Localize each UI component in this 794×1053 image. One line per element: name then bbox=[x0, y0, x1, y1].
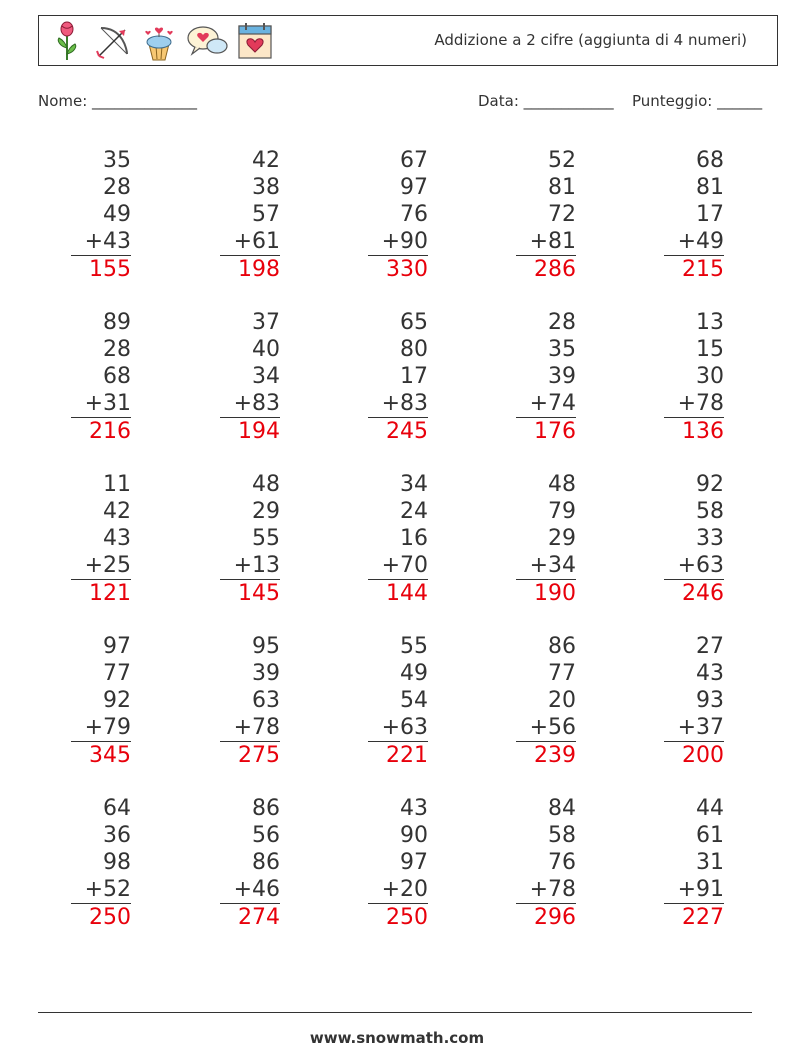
worksheet-title: Addizione a 2 cifre (aggiunta di 4 numeri) bbox=[434, 31, 747, 49]
speech-bubbles-heart-icon bbox=[185, 20, 229, 62]
addend: 11 bbox=[103, 472, 131, 497]
addend-with-plus: +90 bbox=[368, 228, 428, 256]
addend: 67 bbox=[400, 148, 428, 173]
addend: 97 bbox=[400, 850, 428, 875]
score-field-label: Punteggio: ______ bbox=[632, 92, 763, 110]
addend-with-plus: +43 bbox=[71, 228, 131, 256]
addend: 72 bbox=[548, 202, 576, 227]
answer: 286 bbox=[534, 257, 576, 282]
addend-with-plus: +81 bbox=[516, 228, 576, 256]
answer: 345 bbox=[89, 743, 131, 768]
addend: 92 bbox=[103, 688, 131, 713]
addend: 43 bbox=[400, 796, 428, 821]
addend: 52 bbox=[548, 148, 576, 173]
addend: 42 bbox=[103, 499, 131, 524]
answer: 145 bbox=[238, 581, 280, 606]
addend: 43 bbox=[696, 661, 724, 686]
addend-with-plus: +78 bbox=[664, 390, 724, 418]
answer: 227 bbox=[682, 905, 724, 930]
addition-problem bbox=[71, 309, 131, 445]
addend: 48 bbox=[548, 472, 576, 497]
addend: 16 bbox=[400, 526, 428, 551]
answer: 275 bbox=[238, 743, 280, 768]
addition-problem bbox=[516, 795, 576, 931]
addend: 63 bbox=[252, 688, 280, 713]
icon-strip bbox=[47, 19, 275, 63]
addition-problem bbox=[220, 471, 280, 607]
addend: 20 bbox=[548, 688, 576, 713]
addend: 31 bbox=[696, 850, 724, 875]
addend: 98 bbox=[103, 850, 131, 875]
addend-with-plus: +70 bbox=[368, 552, 428, 580]
addend: 43 bbox=[103, 526, 131, 551]
addition-problem bbox=[71, 471, 131, 607]
addend: 80 bbox=[400, 337, 428, 362]
addend-with-plus: +79 bbox=[71, 714, 131, 742]
addend: 49 bbox=[103, 202, 131, 227]
addend: 29 bbox=[548, 526, 576, 551]
addend-with-plus: +46 bbox=[220, 876, 280, 904]
answer: 296 bbox=[534, 905, 576, 930]
cupcake-hearts-icon bbox=[139, 20, 179, 62]
addition-problem bbox=[220, 309, 280, 445]
addition-problem bbox=[220, 633, 280, 769]
addend: 38 bbox=[252, 175, 280, 200]
addend: 77 bbox=[103, 661, 131, 686]
addend: 81 bbox=[548, 175, 576, 200]
rose-icon bbox=[47, 20, 87, 62]
addend: 97 bbox=[400, 175, 428, 200]
addition-problem bbox=[516, 633, 576, 769]
addend: 76 bbox=[548, 850, 576, 875]
addend: 97 bbox=[103, 634, 131, 659]
addend: 24 bbox=[400, 499, 428, 524]
addend-with-plus: +78 bbox=[220, 714, 280, 742]
addend: 68 bbox=[103, 364, 131, 389]
addition-problem bbox=[664, 309, 724, 445]
footer-divider bbox=[38, 1012, 752, 1013]
addend: 86 bbox=[548, 634, 576, 659]
addend: 79 bbox=[548, 499, 576, 524]
addition-problem bbox=[516, 147, 576, 283]
addend: 33 bbox=[696, 526, 724, 551]
addend: 95 bbox=[252, 634, 280, 659]
addend-with-plus: +52 bbox=[71, 876, 131, 904]
addend: 40 bbox=[252, 337, 280, 362]
addend-with-plus: +13 bbox=[220, 552, 280, 580]
answer: 194 bbox=[238, 419, 280, 444]
addend-with-plus: +74 bbox=[516, 390, 576, 418]
addend: 76 bbox=[400, 202, 428, 227]
addend: 77 bbox=[548, 661, 576, 686]
answer: 176 bbox=[534, 419, 576, 444]
addend-with-plus: +56 bbox=[516, 714, 576, 742]
answer: 250 bbox=[89, 905, 131, 930]
addition-problem bbox=[71, 147, 131, 283]
addend: 58 bbox=[696, 499, 724, 524]
addend: 34 bbox=[400, 472, 428, 497]
addend: 89 bbox=[103, 310, 131, 335]
addend-with-plus: +63 bbox=[368, 714, 428, 742]
addend-with-plus: +91 bbox=[664, 876, 724, 904]
addend: 36 bbox=[103, 823, 131, 848]
addend-with-plus: +83 bbox=[220, 390, 280, 418]
addend: 56 bbox=[252, 823, 280, 848]
addend: 13 bbox=[696, 310, 724, 335]
addition-problem bbox=[664, 795, 724, 931]
header-box bbox=[38, 15, 778, 66]
answer: 136 bbox=[682, 419, 724, 444]
answer: 250 bbox=[386, 905, 428, 930]
addend: 57 bbox=[252, 202, 280, 227]
addend-with-plus: +63 bbox=[664, 552, 724, 580]
addend-with-plus: +34 bbox=[516, 552, 576, 580]
addend: 28 bbox=[103, 337, 131, 362]
addend: 35 bbox=[548, 337, 576, 362]
addend: 58 bbox=[548, 823, 576, 848]
addend-with-plus: +61 bbox=[220, 228, 280, 256]
addend-with-plus: +20 bbox=[368, 876, 428, 904]
answer: 221 bbox=[386, 743, 428, 768]
addition-problem bbox=[368, 795, 428, 931]
addend: 92 bbox=[696, 472, 724, 497]
addend: 84 bbox=[548, 796, 576, 821]
date-field-label: Data: ____________ bbox=[478, 92, 614, 110]
answer: 198 bbox=[238, 257, 280, 282]
addition-problem bbox=[220, 795, 280, 931]
calendar-heart-icon bbox=[235, 20, 275, 62]
name-field-label: Nome: ______________ bbox=[38, 92, 198, 110]
addend: 86 bbox=[252, 796, 280, 821]
addend: 81 bbox=[696, 175, 724, 200]
answer: 215 bbox=[682, 257, 724, 282]
answer: 200 bbox=[682, 743, 724, 768]
addition-problem bbox=[664, 633, 724, 769]
addend: 65 bbox=[400, 310, 428, 335]
answer: 144 bbox=[386, 581, 428, 606]
answer: 245 bbox=[386, 419, 428, 444]
addend: 64 bbox=[103, 796, 131, 821]
answer: 274 bbox=[238, 905, 280, 930]
addend: 68 bbox=[696, 148, 724, 173]
addend-with-plus: +31 bbox=[71, 390, 131, 418]
addend: 42 bbox=[252, 148, 280, 173]
addend: 44 bbox=[696, 796, 724, 821]
addend: 90 bbox=[400, 823, 428, 848]
answer: 216 bbox=[89, 419, 131, 444]
bow-arrow-icon bbox=[93, 20, 133, 62]
addend: 55 bbox=[252, 526, 280, 551]
addition-problem bbox=[71, 633, 131, 769]
answer: 239 bbox=[534, 743, 576, 768]
addend: 86 bbox=[252, 850, 280, 875]
addend: 17 bbox=[696, 202, 724, 227]
addition-problem bbox=[220, 147, 280, 283]
addend-with-plus: +49 bbox=[664, 228, 724, 256]
addend: 17 bbox=[400, 364, 428, 389]
addend: 35 bbox=[103, 148, 131, 173]
addend: 34 bbox=[252, 364, 280, 389]
answer: 190 bbox=[534, 581, 576, 606]
addend: 61 bbox=[696, 823, 724, 848]
addend: 39 bbox=[548, 364, 576, 389]
addend: 29 bbox=[252, 499, 280, 524]
addend: 55 bbox=[400, 634, 428, 659]
addend-with-plus: +25 bbox=[71, 552, 131, 580]
addend: 30 bbox=[696, 364, 724, 389]
answer: 121 bbox=[89, 581, 131, 606]
answer: 330 bbox=[386, 257, 428, 282]
addend: 37 bbox=[252, 310, 280, 335]
addend-with-plus: +78 bbox=[516, 876, 576, 904]
addend: 54 bbox=[400, 688, 428, 713]
addition-problem bbox=[368, 633, 428, 769]
addition-problem bbox=[516, 309, 576, 445]
addition-problem bbox=[368, 147, 428, 283]
addition-problem bbox=[516, 471, 576, 607]
addition-problem bbox=[664, 471, 724, 607]
addend: 49 bbox=[400, 661, 428, 686]
addend-with-plus: +37 bbox=[664, 714, 724, 742]
addend: 48 bbox=[252, 472, 280, 497]
answer: 246 bbox=[682, 581, 724, 606]
addend: 28 bbox=[103, 175, 131, 200]
addend: 93 bbox=[696, 688, 724, 713]
addition-problem bbox=[664, 147, 724, 283]
addend-with-plus: +83 bbox=[368, 390, 428, 418]
addend: 15 bbox=[696, 337, 724, 362]
addend: 39 bbox=[252, 661, 280, 686]
footer-website: www.snowmath.com bbox=[309, 1029, 485, 1047]
addition-problem bbox=[71, 795, 131, 931]
addend: 28 bbox=[548, 310, 576, 335]
answer: 155 bbox=[89, 257, 131, 282]
addend: 27 bbox=[696, 634, 724, 659]
addition-problem bbox=[368, 471, 428, 607]
addition-problem bbox=[368, 309, 428, 445]
